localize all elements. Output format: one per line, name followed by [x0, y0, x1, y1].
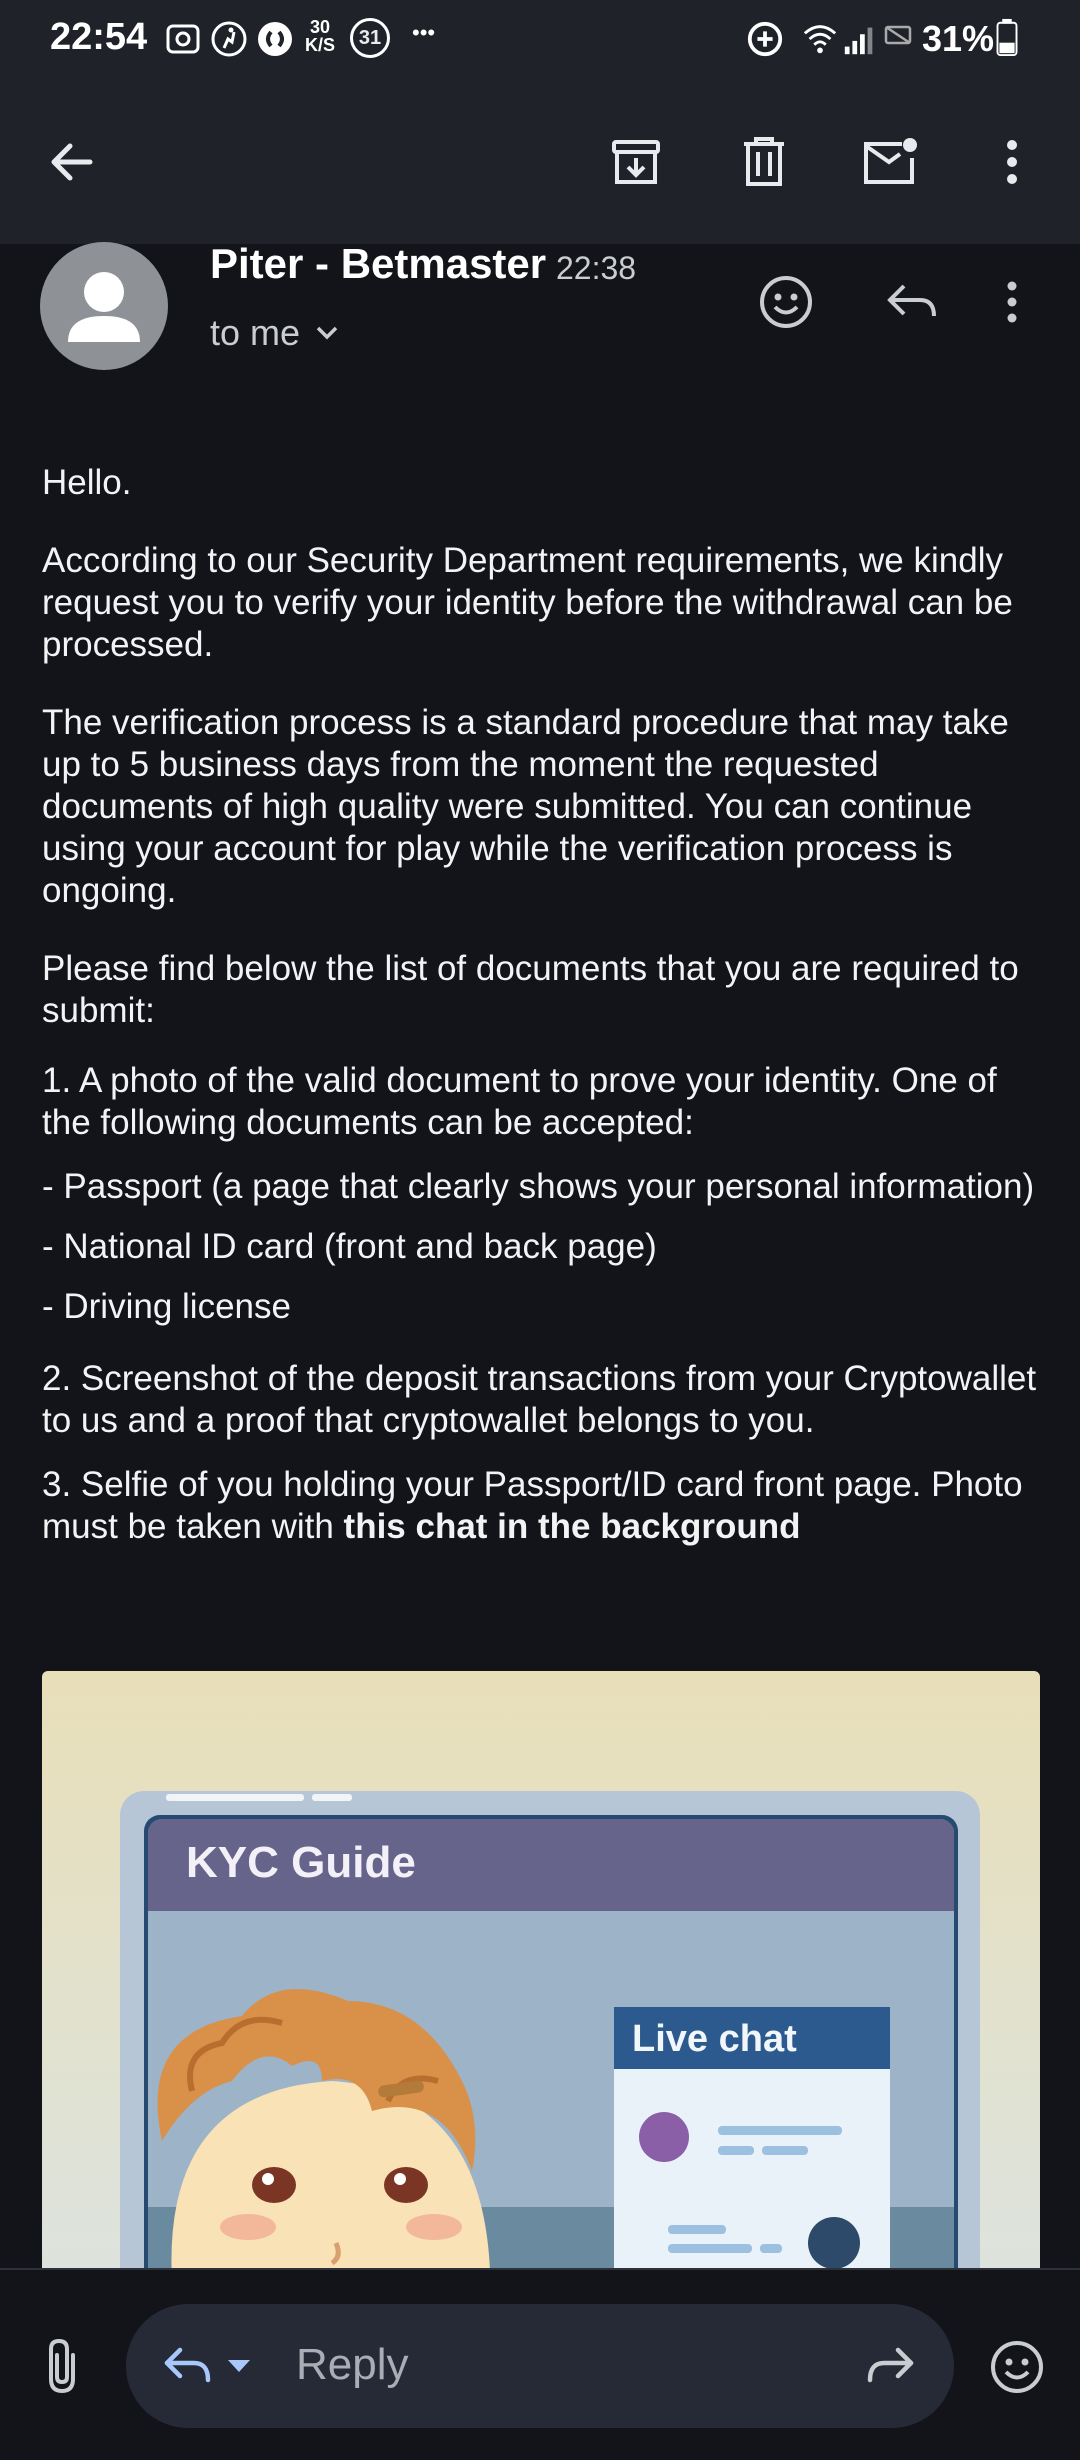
wifi-icon — [800, 20, 840, 58]
document-option-passport: - Passport (a page that clearly shows your personal information) — [42, 1167, 1035, 1206]
emoji-icon — [989, 2339, 1045, 2395]
network-speed-value: 30 — [309, 17, 331, 37]
back-arrow-icon — [46, 136, 98, 188]
document-option-license: - Driving license — [42, 1287, 291, 1326]
list-item-deposit: 2. Screenshot of the deposit transactions from your Cryptowallet to us and a proof that cryptowallet belongs to you. — [42, 1359, 1037, 1440]
kyc-guide-title: KYC Guide — [186, 1838, 416, 1887]
email-body — [42, 462, 1052, 1584]
recipient-label: to me — [210, 312, 301, 353]
calendar-notification-icon — [350, 18, 390, 58]
status-time: 22:54 — [50, 16, 148, 58]
live-chat-label: Live chat — [632, 2018, 797, 2060]
email-toolbar — [0, 80, 1080, 244]
kyc-illustration — [42, 1671, 1040, 2271]
mark-unread-icon — [860, 136, 920, 188]
kyc-guide-image[interactable] — [42, 1671, 1040, 2271]
chevron-down-icon — [314, 324, 340, 342]
screenshot-icon — [164, 20, 202, 58]
more-vertical-icon — [1003, 278, 1021, 326]
email-time: 22:38 — [556, 250, 637, 286]
selfie-emphasis: this chat in the background — [343, 1507, 801, 1546]
list-item-identity: 1. A photo of the valid document to prove your identity. One of the following documents can be accepted: — [42, 1061, 997, 1142]
attach-button[interactable] — [30, 2330, 94, 2402]
reply-icon — [162, 2346, 214, 2386]
reply-type-dropdown[interactable] — [162, 2342, 274, 2390]
archive-icon — [608, 134, 664, 190]
network-speed-unit: K/S — [305, 35, 336, 55]
no-sim-icon — [880, 20, 916, 58]
selfie-instruction: 3. Selfie of you holding your Passport/ID card front page. Photo must be taken with — [42, 1465, 1023, 1546]
recipient-details-toggle[interactable] — [210, 312, 340, 354]
document-option-id-card: - National ID card (front and back page) — [42, 1227, 657, 1266]
mark-unread-button[interactable] — [840, 80, 940, 244]
greeting: Hello. — [42, 463, 132, 502]
delete-button[interactable] — [714, 80, 814, 244]
reply-button[interactable] — [872, 262, 952, 342]
reply-placeholder: Reply — [296, 2340, 409, 2389]
trash-icon — [738, 134, 790, 190]
sender-name: Piter - Betmaster — [210, 240, 547, 287]
shazam-icon — [256, 20, 294, 58]
status-bar — [0, 0, 1080, 80]
signal-icon — [840, 20, 880, 58]
paragraph: According to our Security Department requirements, we kindly request you to verify your identity before the withdrawal can be processed. — [42, 541, 1013, 664]
archive-button[interactable] — [586, 80, 686, 244]
more-notifications-icon: ••• — [412, 20, 436, 45]
person-icon — [40, 242, 168, 370]
message-more-button[interactable] — [982, 262, 1042, 342]
battery-percent: 31% — [922, 18, 995, 59]
forward-button[interactable] — [858, 2340, 922, 2392]
paragraph: Please find below the list of documents that you are required to submit: — [42, 949, 1019, 1030]
activity-icon — [210, 20, 248, 58]
emoji-reaction-button[interactable] — [982, 2332, 1052, 2402]
more-vertical-icon — [1002, 136, 1022, 188]
forward-icon — [864, 2346, 916, 2386]
caret-down-icon — [226, 2358, 252, 2374]
back-button[interactable] — [22, 80, 122, 244]
more-options-button[interactable] — [962, 80, 1062, 244]
emoji-icon — [758, 274, 814, 330]
sender-avatar[interactable] — [40, 242, 168, 370]
paragraph: The verification process is a standard procedure that may take up to 5 business days from the moment the requested documents of high quality were submitted. You can continue using your account for play while the verification process is ongoing. — [42, 703, 1009, 910]
paperclip-icon — [43, 2337, 81, 2395]
list-item-selfie — [42, 1464, 1052, 1548]
calendar-day: 31 — [358, 26, 382, 49]
reply-icon — [884, 280, 940, 324]
battery-icon — [996, 18, 1018, 56]
data-saver-icon — [745, 20, 785, 58]
add-reaction-button[interactable] — [746, 262, 826, 342]
network-speed — [305, 18, 335, 54]
